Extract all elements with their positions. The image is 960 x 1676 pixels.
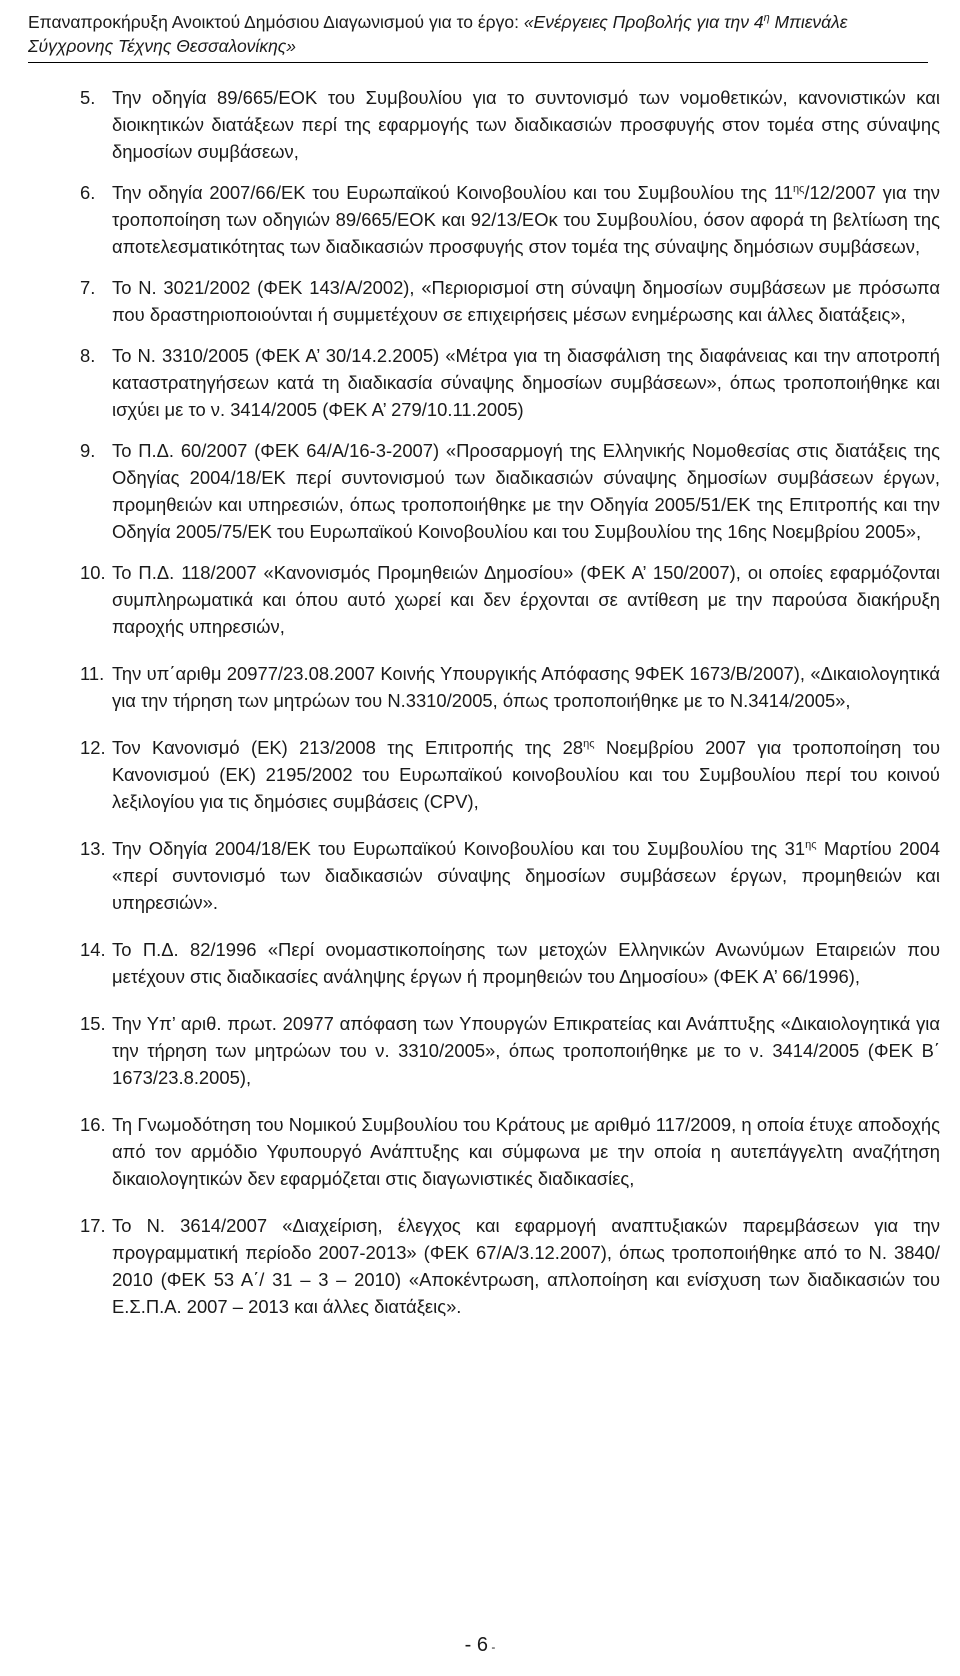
item-text-sup: ης: [792, 182, 805, 195]
list-item: [80, 559, 940, 640]
page-number-value: 6: [476, 1634, 488, 1656]
list-item: [80, 84, 940, 165]
item-text: Τη Γνωμοδότηση του Νομικού Συμβουλίου του Κράτους με αριθμό 117/2009, η οποία έτυχε αποδοχής από τον αρμόδιο Υφυπουργό Ανάπτυξης και σύμφωνα με την οποία η αυτεπάγγελτη αναζήτηση δικαιολογητικών δεν εφαρμόζεται στις διαγωνιστικές διαδικασίες,: [112, 1114, 940, 1189]
list-item: [80, 1111, 940, 1192]
list-item: [80, 734, 940, 815]
item-text-cont: Μαρτίου 2004 «περί συντονισμό των διαδικασιών σύναψης δημοσίων συμβάσεων έργων, προμηθειών και υπηρεσιών».: [112, 838, 941, 913]
list-item: [80, 936, 940, 990]
item-text: Την οδηγία 89/665/ΕΟΚ του Συμβουλίου για το συντονισμό των νομοθετικών, κανονιστικών και διοικητικών διατάξεων περί της εφαρμογής των διαδικασιών προσφυγής στον τομέα στης σύναψης δημοσίων συμβάσεων,: [112, 87, 940, 162]
header-line-1-plain: Επαναπροκήρυξη Ανοικτού Δημόσιου Διαγωνισμού για το έργο:: [28, 11, 524, 32]
page-number: [0, 1634, 960, 1657]
list-item: [80, 835, 940, 916]
list-item: [80, 274, 940, 328]
item-number: 17.: [80, 1215, 106, 1236]
item-text-cont: /12/2007 για την τροποποίηση των οδηγιών 89/665/ΕΟΚ και 92/13/ΕΟκ του Συμβουλίου, όσον αφορά τη βελτίωση της αποτελεσματικότητας των διαδικασιών προσφυγής στον τομέα της σύναψης δημόσιων συμβάσεων,: [112, 182, 940, 257]
item-number: 6.: [80, 182, 96, 203]
item-number: 10.: [80, 562, 106, 583]
item-text-sup: ης: [583, 737, 595, 750]
item-text: Την Υπ’ αριθ. πρωτ. 20977 απόφαση των Υπουργών Επικρατείας και Ανάπτυξης «Δικαιολογητικά για την τήρηση των μητρώων του ν. 3310/2005», όπως τροποποιήθηκε με το ν. 3414/2005 (ΦΕΚ Β΄ 1673/23.8.2005),: [112, 1013, 940, 1088]
item-text: Το Ν. 3021/2002 (ΦΕΚ 143/Α/2002), «Περιορισμοί στη σύναψη δημοσίων συμβάσεων με πρόσωπα που δραστηριοποιούνται ή συμμετέχουν σε επιχειρήσεις μέσων ενημέρωσης και άλλες διατάξεις»,: [112, 277, 940, 325]
item-number: 11.: [80, 663, 105, 684]
item-text: Το Π.Δ. 82/1996 «Περί ονομαστικοποίησης των μετοχών Ελληνικών Ανωνύμων Εταιρειών που μετέχουν στις διαδικασίες ανάληψης έργων ή προμηθειών του Δημοσίου» (ΦΕΚ Α’ 66/1996),: [112, 939, 940, 987]
item-text: Το Ν. 3614/2007 «Διαχείριση, έλεγχος και εφαρμογή αναπτυξιακών παρεμβάσεων για την προγραμματική περίοδο 2007-2013» (ΦΕΚ 67/Α/3.12.2007), όπως τροποποιήθηκε από το Ν. 3840/ 2010 (ΦΕΚ 53 Α΄/ 31 – 3 – 2010) «Αποκέντρωση, απλοποίηση και ενίσχυση των διαδικασιών του Ε.Σ.Π.Α. 2007 – 2013 και άλλες διατάξεις».: [112, 1215, 940, 1317]
item-number: 9.: [80, 440, 96, 461]
item-number: 14.: [80, 939, 106, 960]
item-text: Το Π.Δ. 60/2007 (ΦΕΚ 64/Α/16-3-2007) «Προσαρμογή της Ελληνικής Νομοθεσίας στις διατάξεις της Οδηγίας 2004/18/ΕΚ περί συντονισμού των διαδικασιών σύναψης δημοσίων συμβάσεων έργων, προμηθειών και υπηρεσιών, όπως τροποποιήθηκε με την Οδηγία 2005/51/ΕΚ της Επιτροπής και την Οδηγία 2005/75/ΕΚ του Ευρωπαϊκού Κοινοβουλίου και του Συμβουλίου της 16ης Νοεμβρίου 2005»,: [112, 440, 940, 542]
item-text: Τον Κανονισμό (ΕΚ) 213/2008 της Επιτροπής της 28: [112, 737, 584, 758]
item-text: Το Ν. 3310/2005 (ΦΕΚ Α’ 30/14.2.2005) «Μέτρα για τη διασφάλιση της διαφάνειας και την αποτροπή καταστρατηγήσεων κατά τη διαδικασία σύναψης δημοσίων συμβάσεων», όπως τροποποιήθηκε και ισχύει με το ν. 3414/2005 (ΦΕΚ Α’ 279/10.11.2005): [112, 345, 940, 420]
item-number: 5.: [80, 87, 96, 108]
list-item: [80, 437, 940, 545]
list-item: [80, 1010, 940, 1091]
list-item: [80, 179, 940, 260]
item-number: 7.: [80, 277, 96, 298]
list-item: [80, 660, 940, 714]
item-text: Την Οδηγία 2004/18/ΕΚ του Ευρωπαϊκού Κοινοβουλίου και του Συμβουλίου της 31: [112, 838, 806, 859]
header-line-1-italic: «Ενέργειες Προβολής για την 4: [523, 11, 764, 32]
item-number: 12.: [80, 737, 106, 758]
legislation-list: [80, 84, 940, 1340]
list-item: [80, 1212, 940, 1320]
document-header: [28, 6, 928, 63]
header-line-2: Σύγχρονης Τέχνης Θεσσαλονίκης»: [28, 35, 297, 56]
header-line-1-end: Μπιενάλε: [769, 11, 848, 32]
page-number-dash-left: -: [464, 1634, 477, 1656]
item-text-sup: ης: [805, 838, 817, 851]
item-number: 13.: [80, 838, 106, 859]
header-line-1: [28, 6, 928, 34]
list-item: [80, 342, 940, 423]
item-text: Την οδηγία 2007/66/ΕΚ του Ευρωπαϊκού Κοινοβουλίου και του Συμβουλίου της 11: [112, 182, 793, 203]
item-number: 8.: [80, 345, 96, 366]
page-number-dash-right: -: [488, 1640, 496, 1654]
item-number: 15.: [80, 1013, 106, 1034]
header-line-1-sup: η: [763, 12, 770, 24]
item-number: 16.: [80, 1114, 106, 1135]
item-text: Την υπ΄αριθμ 20977/23.08.2007 Κοινής Υπουργικής Απόφασης 9ΦΕΚ 1673/Β/2007), «Δικαιολογητικά για την τήρηση των μητρώων του Ν.3310/2005, όπως τροποποιήθηκε με το Ν.3414/2005»,: [112, 663, 940, 711]
item-text: Το Π.Δ. 118/2007 «Κανονισμός Προμηθειών Δημοσίου» (ΦΕΚ Α’ 150/2007), οι οποίες εφαρμόζονται συμπληρωματικά και όπου αυτό χωρεί και δεν έρχονται σε αντίθεση με την παρούσα διακήρυξη παροχής υπηρεσιών,: [112, 562, 940, 637]
item-text-cont: Νοεμβρίου 2007 για τροποποίηση του Κανονισμού (ΕΚ) 2195/2002 του Ευρωπαϊκού κοινοβουλίου και του Συμβουλίου περί του κοινού λεξιλογίου για τις δημόσιες συμβάσεις (CPV),: [112, 737, 941, 812]
